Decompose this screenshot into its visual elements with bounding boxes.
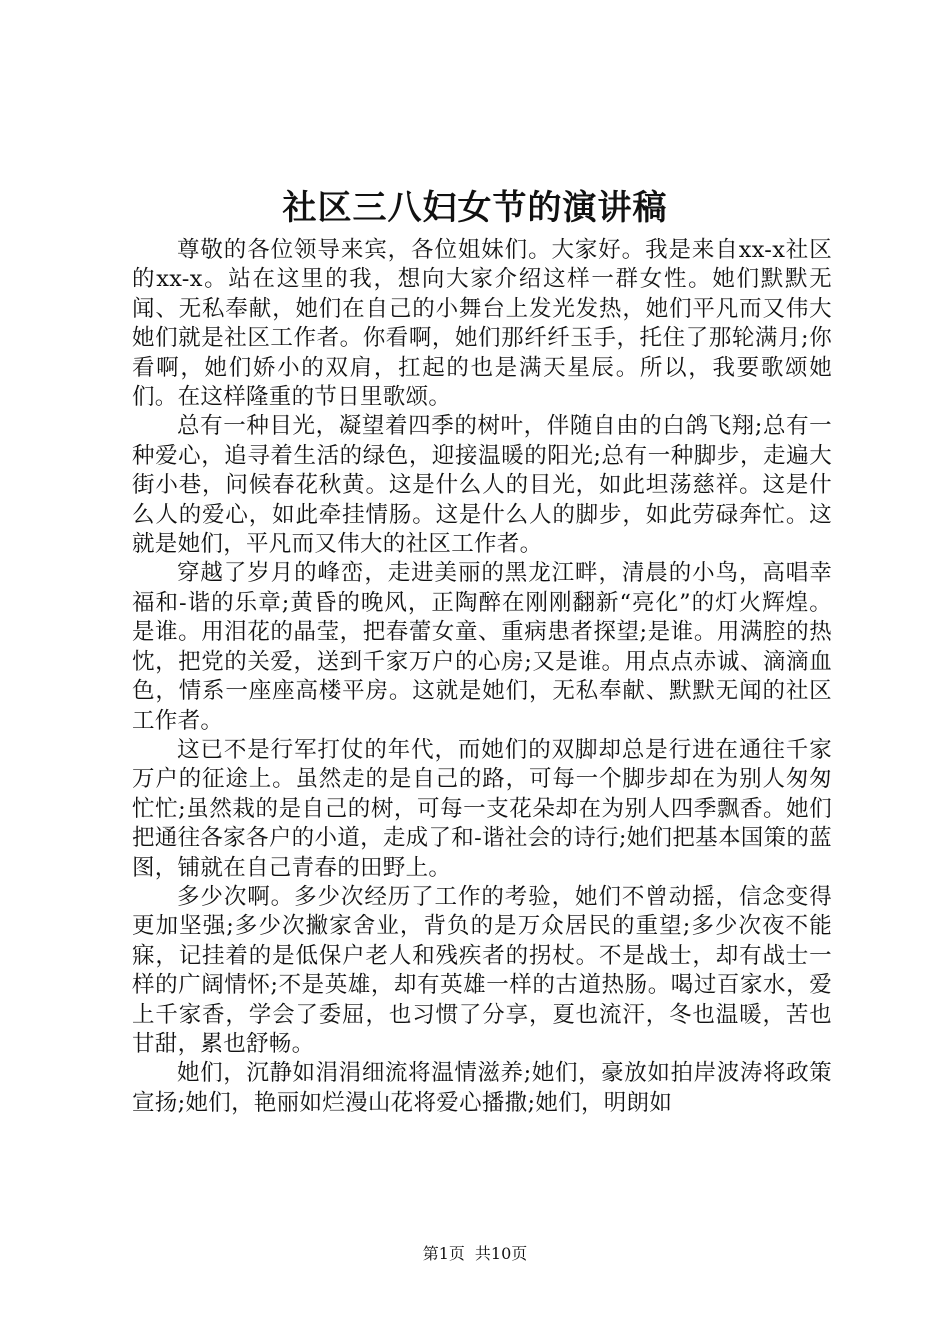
page-total: 共10页 <box>474 1244 528 1263</box>
document-body <box>132 236 832 1118</box>
paragraph: 这已不是行军打仗的年代，而她们的双脚却总是行进在通往千家万户的征途上。虽然走的是自己的路，可每一个脚步却在为别人匆匆忙忙;虽然栽的是自己的树，可每一支花朵却在为别人四季飘香。她们把通往各家各户的小道，走成了和-谐社会的诗行;她们把基本国策的蓝图，铺就在自己青春的田野上。 <box>132 736 832 881</box>
paragraph: 尊敬的各位领导来宾，各位姐妹们。大家好。我是来自xx-x社区的xx-x。站在这里的我，想向大家介绍这样一群女性。她们默默无闻、无私奉献，她们在自己的小舞台上发光发热，她们平凡而又伟大她们就是社区工作者。你看啊，她们那纤纤玉手，托住了那轮满月;你看啊，她们娇小的双肩，扛起的也是满天星辰。所以，我要歌颂她们。在这样隆重的节日里歌颂。 <box>132 237 832 411</box>
page-number: 第1页 <box>422 1244 465 1263</box>
paragraph: 穿越了岁月的峰峦，走进美丽的黑龙江畔，清晨的小鸟，高唱幸福和-谐的乐章;黄昏的晚风，正陶醉在刚刚翻新“亮化”的灯火辉煌。是谁。用泪花的晶莹，把春蕾女童、重病患者探望;是谁。用满腔的热忱，把党的关爱，送到千家万户的心房;又是谁。用点点赤诚、滴滴血色，情系一座座高楼平房。这就是她们，无私奉献、默默无闻的社区工作者。 <box>132 560 832 734</box>
paragraph: 她们，沉静如涓涓细流将温情滋养;她们，豪放如拍岸波涛将政策宣扬;她们，艳丽如烂漫山花将爱心播撒;她们，明朗如 <box>132 1060 832 1116</box>
page-footer <box>0 1243 950 1265</box>
document-title: 社区三八妇女节的演讲稿 <box>282 188 668 228</box>
paragraph: 总有一种目光，凝望着四季的树叶，伴随自由的白鸽飞翔;总有一种爱心，追寻着生活的绿色，迎接温暖的阳光;总有一种脚步，走遍大街小巷，问候春花秋黄。这是什么人的目光，如此坦荡慈祥。这是什么人的爱心，如此牵挂情肠。这是什么人的脚步，如此劳碌奔忙。这就是她们，平凡而又伟大的社区工作者。 <box>132 413 832 558</box>
paragraph: 多少次啊。多少次经历了工作的考验，她们不曾动摇，信念变得更加坚强;多少次撇家舍业，背负的是万众居民的重望;多少次夜不能寐，记挂着的是低保户老人和残疾者的拐杖。不是战士，却有战士一样的广阔情怀;不是英雄，却有英雄一样的古道热肠。喝过百家水，爱上千家香，学会了委屈，也习惯了分享，夏也流汗，冬也温暖，苦也甘甜，累也舒畅。 <box>132 883 832 1057</box>
